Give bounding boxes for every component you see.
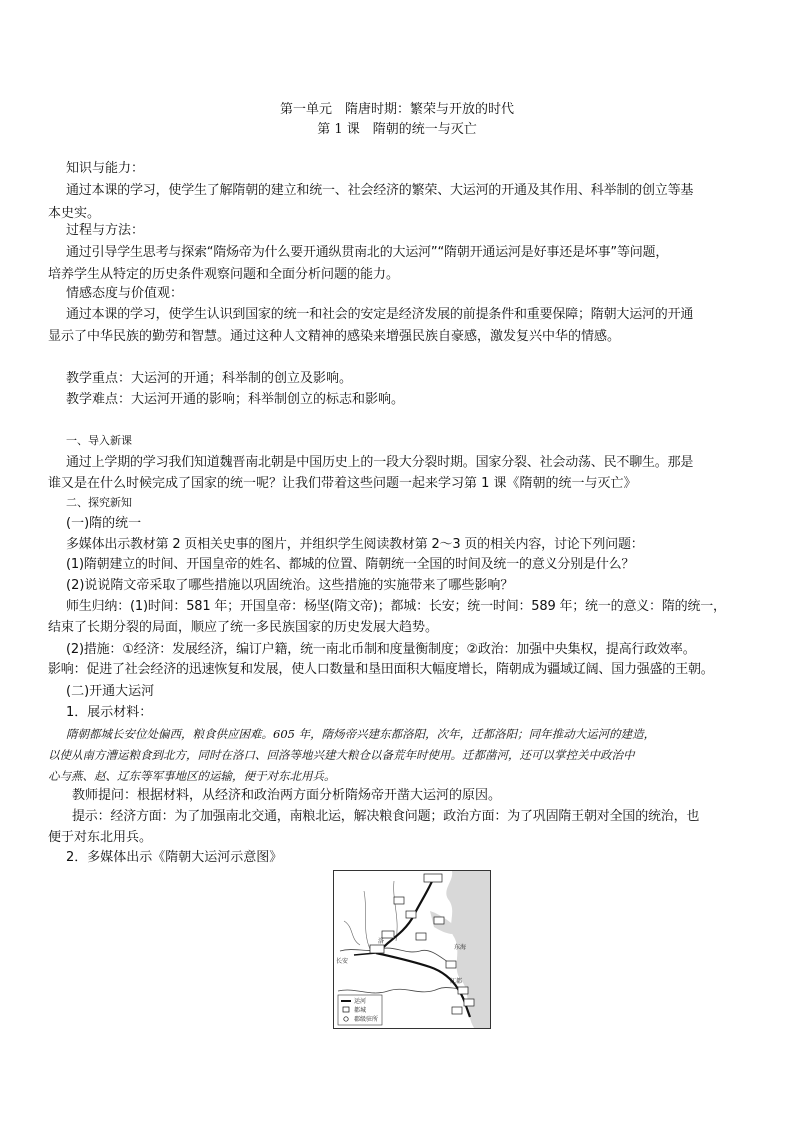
map-label-box xyxy=(416,933,426,940)
question-2: (2)说说隋文帝采取了哪些措施以巩固统治。这些措施的实施带来了哪些影响？ xyxy=(66,578,514,593)
quote-line-1: 隋朝都城长安位处偏西，粮食供应困难。605 年，隋炀帝兴建东都洛阳，次年，迁都洛阳；同年推动大运河的建造， xyxy=(66,727,656,741)
process-line-1: 通过引导学生思考与探索“隋炀帝为什么要开通纵贯南北的大运河”“隋朝开通运河是好事还是坏事”等问题， xyxy=(66,245,669,260)
map-label-box xyxy=(382,931,394,938)
summary-line-3: (2)措施：①经济：发展经济，编订户籍，统一南北币制和度量衡制度；②政治：加强中央集权，提高行政效率。 xyxy=(66,642,696,657)
item-2: 2．多媒体出示《隋朝大运河示意图》 xyxy=(66,850,283,865)
map-label-donghai: 东海 xyxy=(454,944,467,951)
knowledge-line-1: 通过本课的学习，使学生了解隋朝的建立和统一、社会经济的繁荣、大运河的开通及其作用、科举制的创立等基 xyxy=(66,183,694,198)
map-label-box xyxy=(464,999,474,1006)
teacher-question: 教师提问：根据材料，从经济和政治两方面分析隋炀帝开凿大运河的原因。 xyxy=(72,788,502,803)
section-2-title: (二)开通大运河 xyxy=(66,684,155,699)
key-points: 教学重点：大运河的开通；科举制的创立及影响。 xyxy=(66,371,353,386)
section-1-title: (一)隋的统一 xyxy=(66,516,142,531)
summary-line-2: 结束了长期分裂的局面，顺应了统一多民族国家的历史发展大趋势。 xyxy=(48,620,439,635)
knowledge-heading: 知识与能力： xyxy=(66,161,145,176)
grand-canal-map xyxy=(333,870,491,1029)
legend-capital-label: 都城 xyxy=(354,1007,367,1014)
emotion-heading: 情感态度与价值观： xyxy=(66,286,184,301)
unit-title: 第一单元 隋唐时期：繁荣与开放的时代 xyxy=(279,102,514,117)
difficult-points: 教学难点：大运河开通的影响；科举制创立的标志和影响。 xyxy=(66,392,405,407)
legend-canal-label: 运河 xyxy=(354,998,367,1005)
lesson-title: 第 1 课 隋朝的统一与灭亡 xyxy=(317,122,477,137)
intro-heading: 一、导入新课 xyxy=(66,434,132,447)
section-1-line-1: 多媒体出示教材第 2 页相关史事的图片，并组织学生阅读教材第 2～3 页的相关内容，讨论下列问题： xyxy=(66,537,644,552)
map-label-box xyxy=(458,987,468,994)
map-label-luo: 洛 xyxy=(378,938,385,945)
intro-line-1: 通过上学期的学习我们知道魏晋南北朝是中国历史上的一段大分裂时期。国家分裂、社会动荡、民不聊生。那是 xyxy=(66,455,694,470)
legend-capital-swatch xyxy=(343,1007,349,1012)
map-label-box xyxy=(370,945,384,953)
tributary-3 xyxy=(344,921,360,945)
map-label-jiangdu: 江都 xyxy=(450,978,463,985)
process-line-2: 培养学生从特定的历史条件观察问题和全面分析问题的能力。 xyxy=(48,267,400,282)
explore-heading: 二、探究新知 xyxy=(66,496,132,509)
summary-line-4: 影响：促进了社会经济的迅速恢复和发展，使人口数量和垦田面积大幅度增长，隋朝成为疆域辽阔、国力强盛的王朝。 xyxy=(48,662,714,677)
map-label-box xyxy=(446,961,456,968)
hint-line-1: 提示：经济方面：为了加强南北交通，南粮北运，解决粮食问题；政治方面：为了巩固隋王朝对全国的统治，也 xyxy=(72,809,700,824)
process-heading: 过程与方法： xyxy=(66,223,145,238)
map-drawing xyxy=(334,871,490,1028)
summary-line-1: 师生归纳：(1)时间：581 年；开国皇帝：杨坚(隋文帝)；都城：长安；统一时间：589 年；统一的意义：隋的统一， xyxy=(66,599,726,614)
map-label-box xyxy=(406,911,416,918)
legend-town-swatch xyxy=(344,1017,348,1021)
legend-town-label: 郡级驻所 xyxy=(354,1016,379,1023)
intro-line-2: 谁又是在什么时候完成了国家的统一呢？让我们带着这些问题一起来学习第 1 课《隋朝的统一与灭亡》 xyxy=(48,476,637,491)
quote-line-2: 以使从南方漕运粮食到北方，同时在洛口、回洛等地兴建大粮仓以备荒年时使用。迁都凿河，还可以掌控关中政治中 xyxy=(48,748,635,762)
yangtze-river xyxy=(338,987,468,993)
emotion-line-1: 通过本课的学习，使学生认识到国家的统一和社会的安定是经济发展的前提条件和重要保障；隋朝大运河的开通 xyxy=(66,307,694,322)
map-label-changan: 长安 xyxy=(336,958,349,965)
hint-line-2: 便于对东北用兵。 xyxy=(48,830,153,845)
map-label-box xyxy=(394,897,404,904)
question-1: (1)隋朝建立的时间、开国皇帝的姓名、都城的位置、隋朝统一全国的时间及统一的意义分别是什么？ xyxy=(66,557,635,572)
map-label-box xyxy=(424,874,442,882)
emotion-line-2: 显示了中华民族的勤劳和智慧。通过这种人文精神的感染来增强民族自豪感，激发复兴中华的情感。 xyxy=(48,329,621,344)
quote-line-3: 心与燕、赵、辽东等军事地区的运输，便于对东北用兵。 xyxy=(48,769,336,783)
yongji-canal xyxy=(376,877,434,953)
item-1: 1．展示材料： xyxy=(66,705,153,720)
map-label-box xyxy=(434,917,444,924)
knowledge-line-2: 本史实。 xyxy=(48,206,101,221)
tributary-1 xyxy=(364,891,370,949)
map-label-box xyxy=(452,1007,462,1014)
